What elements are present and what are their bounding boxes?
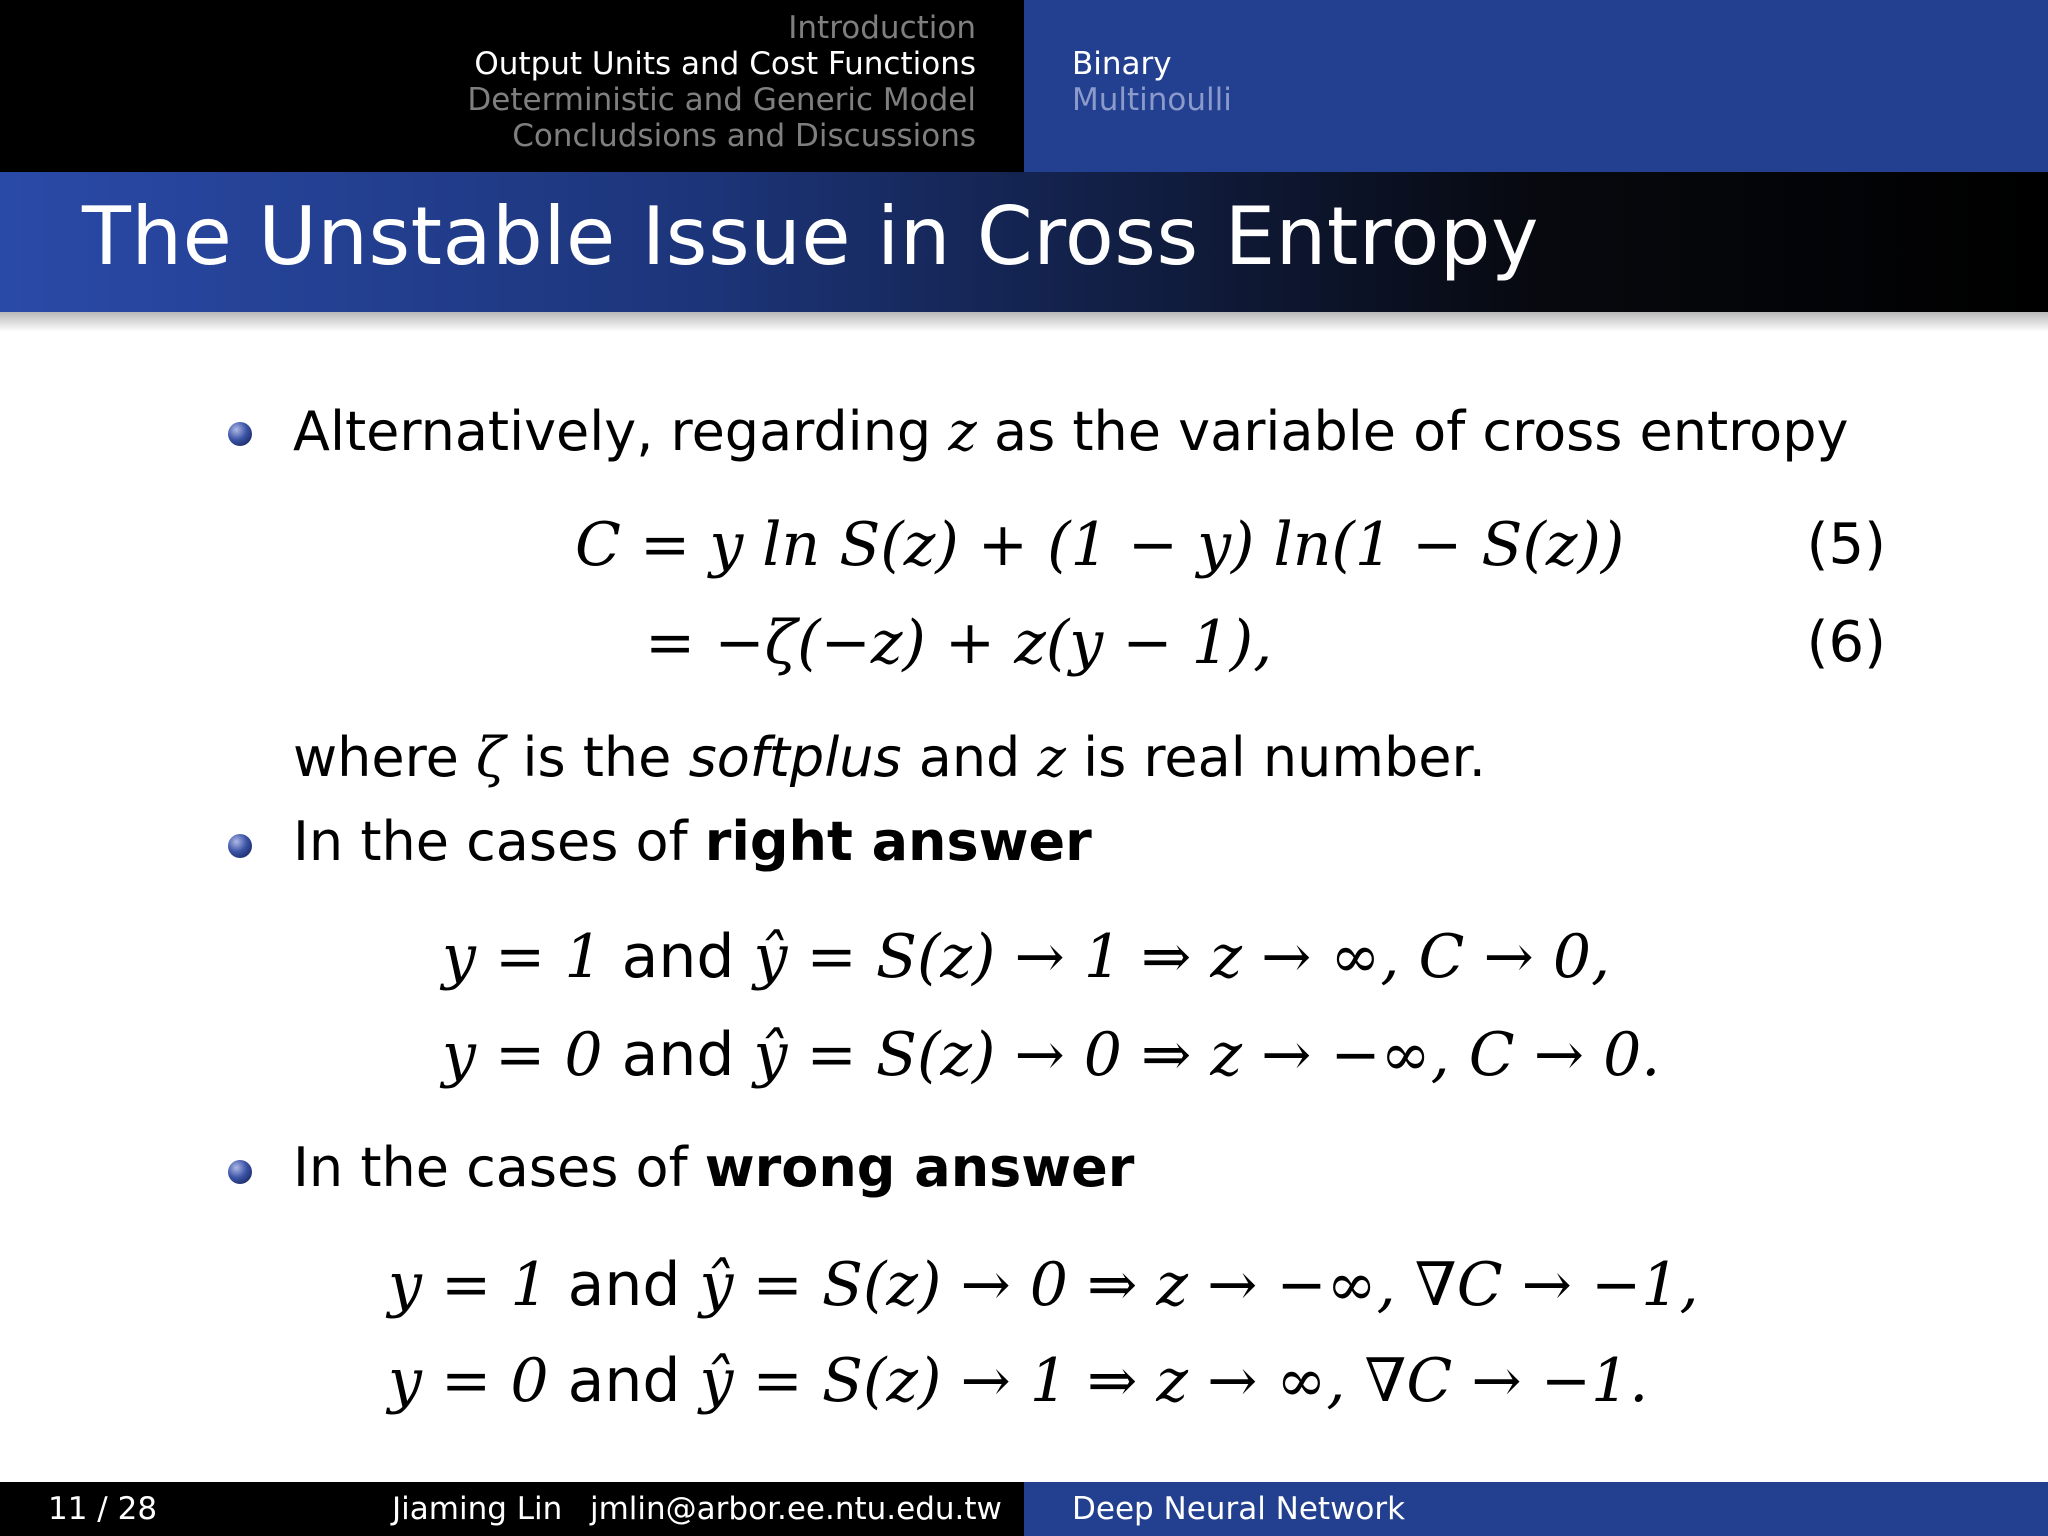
eq5-rhs: y ln S(z) + (1 − y) ln(1 − S(z)) [709,510,1625,580]
talk-title: Deep Neural Network [1072,1491,1406,1527]
bullet-text: In the cases of [293,810,705,873]
bold-right-answer: right answer [704,810,1092,873]
title-bar [0,172,2048,312]
nav-section-introduction[interactable]: Introduction [788,10,976,46]
bullet-text: In the cases of [293,1136,705,1199]
where-text: and [901,726,1038,789]
section-navigation [0,0,1024,172]
equation-number-5: (5) [1806,512,1886,577]
and-word: and [567,1346,681,1416]
right-answer-case-1 [442,922,1610,992]
math-part: y = 0 [442,1020,622,1090]
slide-title: The Unstable Issue in Cross Entropy [82,190,1539,283]
and-word: and [621,922,735,992]
nav-subsection-multinoulli[interactable]: Multinoulli [1072,82,1232,118]
where-text: is the [505,726,689,789]
title-shadow [0,312,2048,332]
where-line [293,726,1486,790]
bullet-marker [228,422,252,446]
bullet-right-answer [293,810,1092,874]
math-part: ŷ = S(z) → 1 ⇒ z → ∞, C → 0, [734,922,1611,992]
page-number: 11 / 28 [48,1491,158,1527]
math-part: ŷ = S(z) → 0 ⇒ z → −∞, C → 0. [734,1020,1661,1090]
bullet-alternatively [293,400,1848,464]
bullet-text: as the variable of cross entropy [976,400,1849,463]
math-part: y = 0 [388,1346,568,1416]
and-word: and [567,1250,681,1320]
right-answer-case-2 [442,1020,1660,1090]
bullet-wrong-answer [293,1136,1134,1200]
eq6-rhs: = −ζ(−z) + z(y − 1), [645,608,1273,678]
nav-section-output-units[interactable]: Output Units and Cost Functions [474,46,976,82]
bullet-marker [228,834,252,858]
equation-5 [575,510,1624,580]
math-part: y = 1 [388,1250,568,1320]
math-var-z: z [948,400,977,463]
where-text: where [293,726,477,789]
eq5-lhs: C = [575,510,710,580]
nav-section-conclusions[interactable]: Concludsions and Discussions [512,118,976,154]
wrong-answer-case-1 [388,1250,1699,1320]
equation-6 [645,608,1272,678]
bullet-text: Alternatively, regarding [293,400,949,463]
footer-left [0,1482,1024,1536]
nav-subsection-binary[interactable]: Binary [1072,46,1172,82]
math-part: ŷ = S(z) → 1 ⇒ z → ∞, ∇C → −1. [680,1346,1649,1416]
softplus-term: softplus [688,726,902,789]
equation-number-6: (6) [1806,610,1886,675]
author-name: Jiaming Lin [392,1491,563,1527]
author-email: jmlin@arbor.ee.ntu.edu.tw [590,1491,1002,1527]
footer-right [1024,1482,2048,1536]
and-word: and [621,1020,735,1090]
math-part: y = 1 [442,922,622,992]
where-text: is real number. [1065,726,1486,789]
math-var-zeta: ζ [476,726,506,789]
bullet-marker [228,1160,252,1184]
wrong-answer-case-2 [388,1346,1648,1416]
subsection-navigation [1024,0,2048,172]
math-var-z: z [1037,726,1066,789]
nav-section-deterministic-model[interactable]: Deterministic and Generic Model [467,82,976,118]
math-part: ŷ = S(z) → 0 ⇒ z → −∞, ∇C → −1, [680,1250,1699,1320]
bold-wrong-answer: wrong answer [704,1136,1135,1199]
